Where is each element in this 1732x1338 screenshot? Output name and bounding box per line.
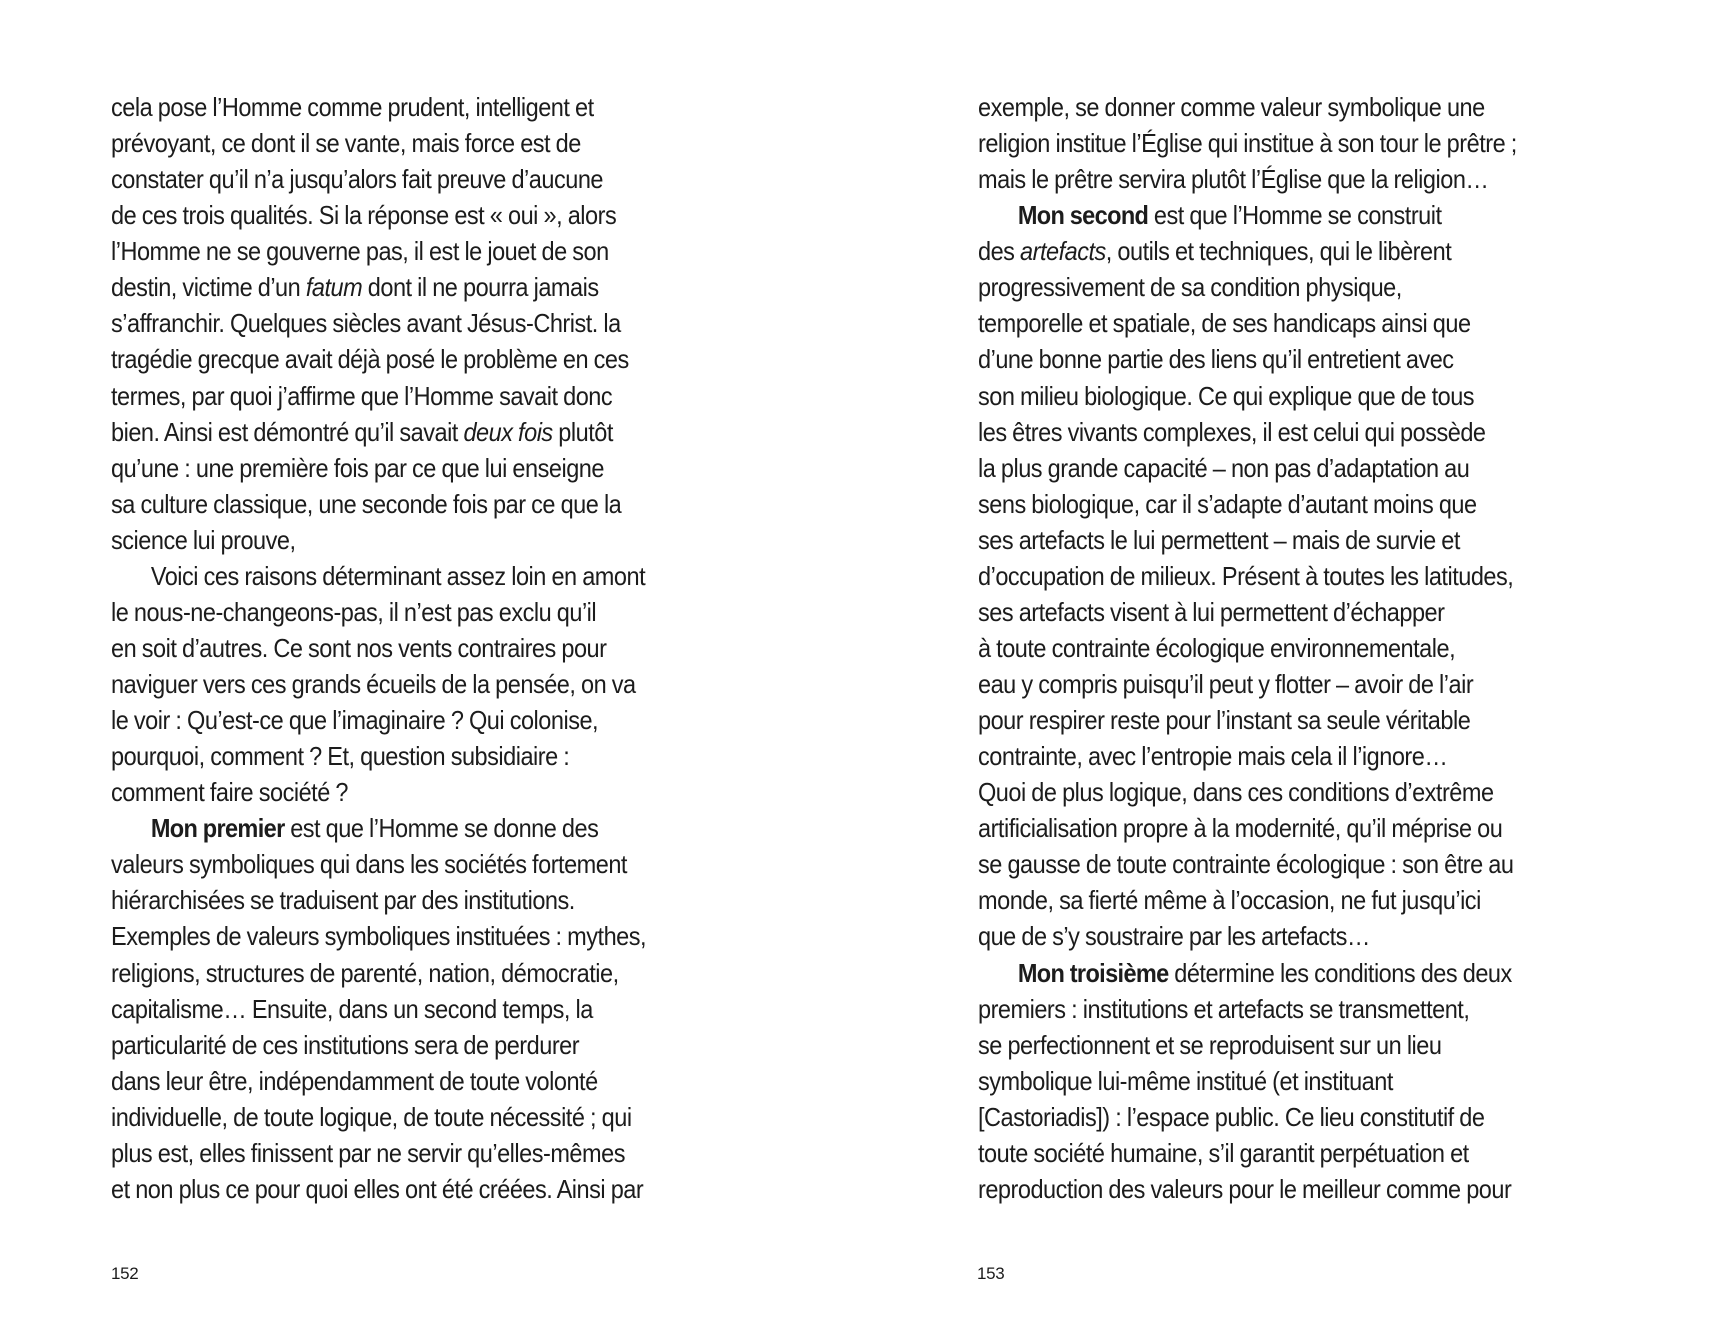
text-line: [111, 414, 646, 450]
text-run: toute société humaine, s’il garantit perpétuation et: [978, 1137, 1469, 1168]
text-run: son milieu biologique. Ce qui explique que de tous: [978, 380, 1475, 411]
text-run: les êtres vivants complexes, il est celui qui possède: [978, 416, 1486, 447]
text-line: [111, 486, 646, 522]
paragraph-first-line: [111, 558, 646, 594]
text-run: destin, victime d’un: [111, 272, 306, 303]
text-run: s’affranchir. Quelques siècles avant Jésus-Christ. la: [111, 308, 621, 339]
text-line: [111, 450, 646, 486]
text-line: [978, 991, 1517, 1027]
text-run: est que l’Homme se donne des: [284, 813, 599, 844]
left-page-number: 152: [111, 1264, 139, 1283]
text-run: progressivement de sa condition physique,: [978, 272, 1402, 303]
text-line: [111, 233, 646, 269]
text-run: sa culture classique, une seconde fois par ce que la: [111, 488, 622, 519]
text-run: la plus grande capacité – non pas d’adaptation au: [978, 452, 1470, 483]
text-line: [111, 774, 646, 810]
text-run: dont il ne pourra jamais: [362, 272, 599, 303]
text-line: [111, 522, 646, 558]
text-line: [111, 341, 646, 377]
text-line: [978, 558, 1517, 594]
left-page-body-text: [111, 89, 702, 1207]
text-run: bien. Ainsi est démontré qu’il savait: [111, 416, 464, 447]
text-line: [978, 341, 1517, 377]
text-run: religion institue l’Église qui institue à son tour le prêtre ;: [978, 128, 1517, 159]
right-page-number: 153: [977, 1264, 1005, 1283]
text-line: [111, 594, 646, 630]
paragraph-first-line: [111, 810, 646, 846]
text-line: [111, 882, 646, 918]
text-line: [978, 161, 1517, 197]
text-line: [978, 305, 1517, 341]
text-run: religions, structures de parenté, nation, démocratie,: [111, 957, 619, 988]
text-run: de ces trois qualités. Si la réponse est « oui », alors: [111, 200, 617, 231]
text-run: particularité de ces institutions sera de perdurer: [111, 1029, 580, 1060]
text-line: [111, 1063, 646, 1099]
right-page: [866, 0, 1732, 1338]
text-run: naviguer vers ces grands écueils de la pensée, on va: [111, 669, 636, 699]
text-line: [978, 918, 1517, 954]
text-line: [111, 846, 646, 882]
text-run: est que l’Homme se construit: [1148, 200, 1442, 231]
text-run: plutôt: [552, 416, 613, 447]
text-run: symbolique lui-même institué (et instituant: [978, 1065, 1393, 1096]
text-run: pour respirer reste pour l’instant sa seule véritable: [978, 705, 1471, 736]
text-line: [978, 1027, 1517, 1063]
text-run: science lui prouve,: [111, 524, 296, 555]
text-run: et non plus ce pour quoi elles ont été créées. Ainsi par: [111, 1173, 644, 1204]
text-run: plus est, elles finissent par ne servir qu’elles-mêmes: [111, 1137, 625, 1168]
text-line: [111, 197, 646, 233]
text-line: [978, 702, 1517, 738]
text-run: premiers : institutions et artefacts se transmettent,: [978, 993, 1470, 1024]
text-run: individuelle, de toute logique, de toute nécessité ; qui: [111, 1101, 632, 1132]
text-run: valeurs symboliques qui dans les sociétés fortement: [111, 849, 627, 880]
text-line: [978, 666, 1517, 702]
text-run: en soit d’autres. Ce sont nos vents contraires pour: [111, 632, 607, 663]
text-line: [978, 125, 1517, 161]
text-run: se perfectionnent et se reproduisent sur un lieu: [978, 1029, 1442, 1060]
text-line: [978, 1063, 1517, 1099]
text-line: [111, 89, 646, 125]
text-run: temporelle et spatiale, de ses handicaps ainsi que: [978, 308, 1471, 339]
text-line: [978, 1171, 1517, 1207]
text-run: tragédie grecque avait déjà posé le problème en ces: [111, 344, 629, 375]
text-line: [978, 269, 1517, 305]
text-run: que de s’y soustraire par les artefacts…: [978, 921, 1370, 952]
paragraph-first-line: [978, 197, 1517, 233]
text-line: [111, 1171, 646, 1207]
text-line: [978, 486, 1517, 522]
text-run: , outils et techniques, qui le libèrent: [1105, 236, 1452, 267]
text-run: dans leur être, indépendamment de toute volonté: [111, 1065, 598, 1096]
text-line: [978, 378, 1517, 414]
text-run: exemple, se donner comme valeur symbolique une: [978, 92, 1485, 122]
text-run: Quoi de plus logique, dans ces conditions d’extrême: [978, 777, 1494, 808]
text-line: [111, 125, 646, 161]
italic-emphasis: deux fois: [463, 416, 553, 447]
text-line: [978, 414, 1517, 450]
text-run: qu’une : une première fois par ce que lui enseigne: [111, 452, 604, 483]
text-line: [111, 1135, 646, 1171]
text-line: [111, 161, 646, 197]
text-line: [978, 846, 1517, 882]
text-line: [111, 955, 646, 991]
text-run: sens biologique, car il s’adapte d’autant moins que: [978, 488, 1477, 519]
text-line: [111, 630, 646, 666]
paragraph-first-line: [978, 955, 1517, 991]
bold-run-in-heading: Mon troisième: [1017, 957, 1169, 988]
text-line: [978, 810, 1517, 846]
text-line: [978, 738, 1517, 774]
italic-emphasis: fatum: [305, 272, 363, 303]
text-run: cela pose l’Homme comme prudent, intelligent et: [111, 92, 594, 122]
right-page-body-text: [978, 89, 1573, 1207]
text-line: [111, 378, 646, 414]
text-line: [978, 630, 1517, 666]
text-run: à toute contrainte écologique environnementale,: [978, 632, 1456, 663]
text-line: [978, 450, 1517, 486]
text-line: [111, 738, 646, 774]
text-line: [111, 991, 646, 1027]
text-line: [978, 594, 1517, 630]
italic-emphasis: artefacts: [1020, 236, 1106, 267]
text-line: [978, 1099, 1517, 1135]
text-run: termes, par quoi j’affirme que l’Homme savait donc: [111, 380, 613, 411]
text-line: [111, 1099, 646, 1135]
text-run: Exemples de valeurs symboliques instituées : mythes,: [111, 921, 647, 952]
text-run: monde, sa fierté même à l’occasion, ne fut jusqu’ici: [978, 885, 1481, 916]
text-run: d’une bonne partie des liens qu’il entretient avec: [978, 344, 1454, 375]
text-run: ses artefacts visent à lui permettent d’échapper: [978, 596, 1445, 627]
text-run: artificialisation propre à la modernité, qu’il méprise ou: [978, 813, 1503, 844]
text-run: pourquoi, comment ? Et, question subsidiaire :: [111, 741, 570, 772]
text-line: [978, 774, 1517, 810]
text-run: des: [978, 236, 1021, 267]
text-line: [111, 666, 646, 702]
text-run: mais le prêtre servira plutôt l’Église que la religion…: [978, 164, 1489, 195]
text-run: le voir : Qu’est-ce que l’imaginaire ? Qui colonise,: [111, 705, 599, 736]
bold-run-in-heading: Mon second: [1017, 200, 1149, 231]
text-line: [978, 882, 1517, 918]
bold-run-in-heading: Mon premier: [150, 813, 285, 844]
text-run: constater qu’il n’a jusqu’alors fait preuve d’aucune: [111, 164, 603, 195]
text-line: [978, 233, 1517, 269]
text-line: [111, 1027, 646, 1063]
text-run: se gausse de toute contrainte écologique : son être au: [978, 849, 1514, 880]
text-run: [Castoriadis]) : l’espace public. Ce lieu constitutif de: [978, 1101, 1485, 1132]
text-line: [111, 918, 646, 954]
text-run: l’Homme ne se gouverne pas, il est le jouet de son: [111, 236, 609, 267]
text-line: [111, 305, 646, 341]
text-line: [111, 702, 646, 738]
text-line: [978, 1135, 1517, 1171]
text-run: ses artefacts le lui permettent – mais de survie et: [978, 524, 1460, 555]
text-run: prévoyant, ce dont il se vante, mais force est de: [111, 128, 581, 159]
text-run: Voici ces raisons déterminant assez loin en amont: [150, 560, 646, 591]
text-line: [978, 522, 1517, 558]
text-run: eau y compris puisqu’il peut y flotter – avoir de l’air: [978, 669, 1474, 699]
text-run: comment faire société ?: [111, 777, 348, 808]
text-run: contrainte, avec l’entropie mais cela il l’ignore…: [978, 741, 1448, 772]
text-run: détermine les conditions des deux: [1168, 957, 1512, 988]
text-run: le nous-ne-changeons-pas, il n’est pas exclu qu’il: [111, 596, 597, 627]
text-line: [111, 269, 646, 305]
text-run: capitalisme… Ensuite, dans un second temps, la: [111, 993, 593, 1024]
text-line: [978, 89, 1517, 125]
text-run: d’occupation de milieux. Présent à toutes les latitudes,: [978, 560, 1514, 591]
text-run: reproduction des valeurs pour le meilleur comme pour: [978, 1173, 1512, 1204]
text-run: hiérarchisées se traduisent par des institutions.: [111, 885, 575, 916]
